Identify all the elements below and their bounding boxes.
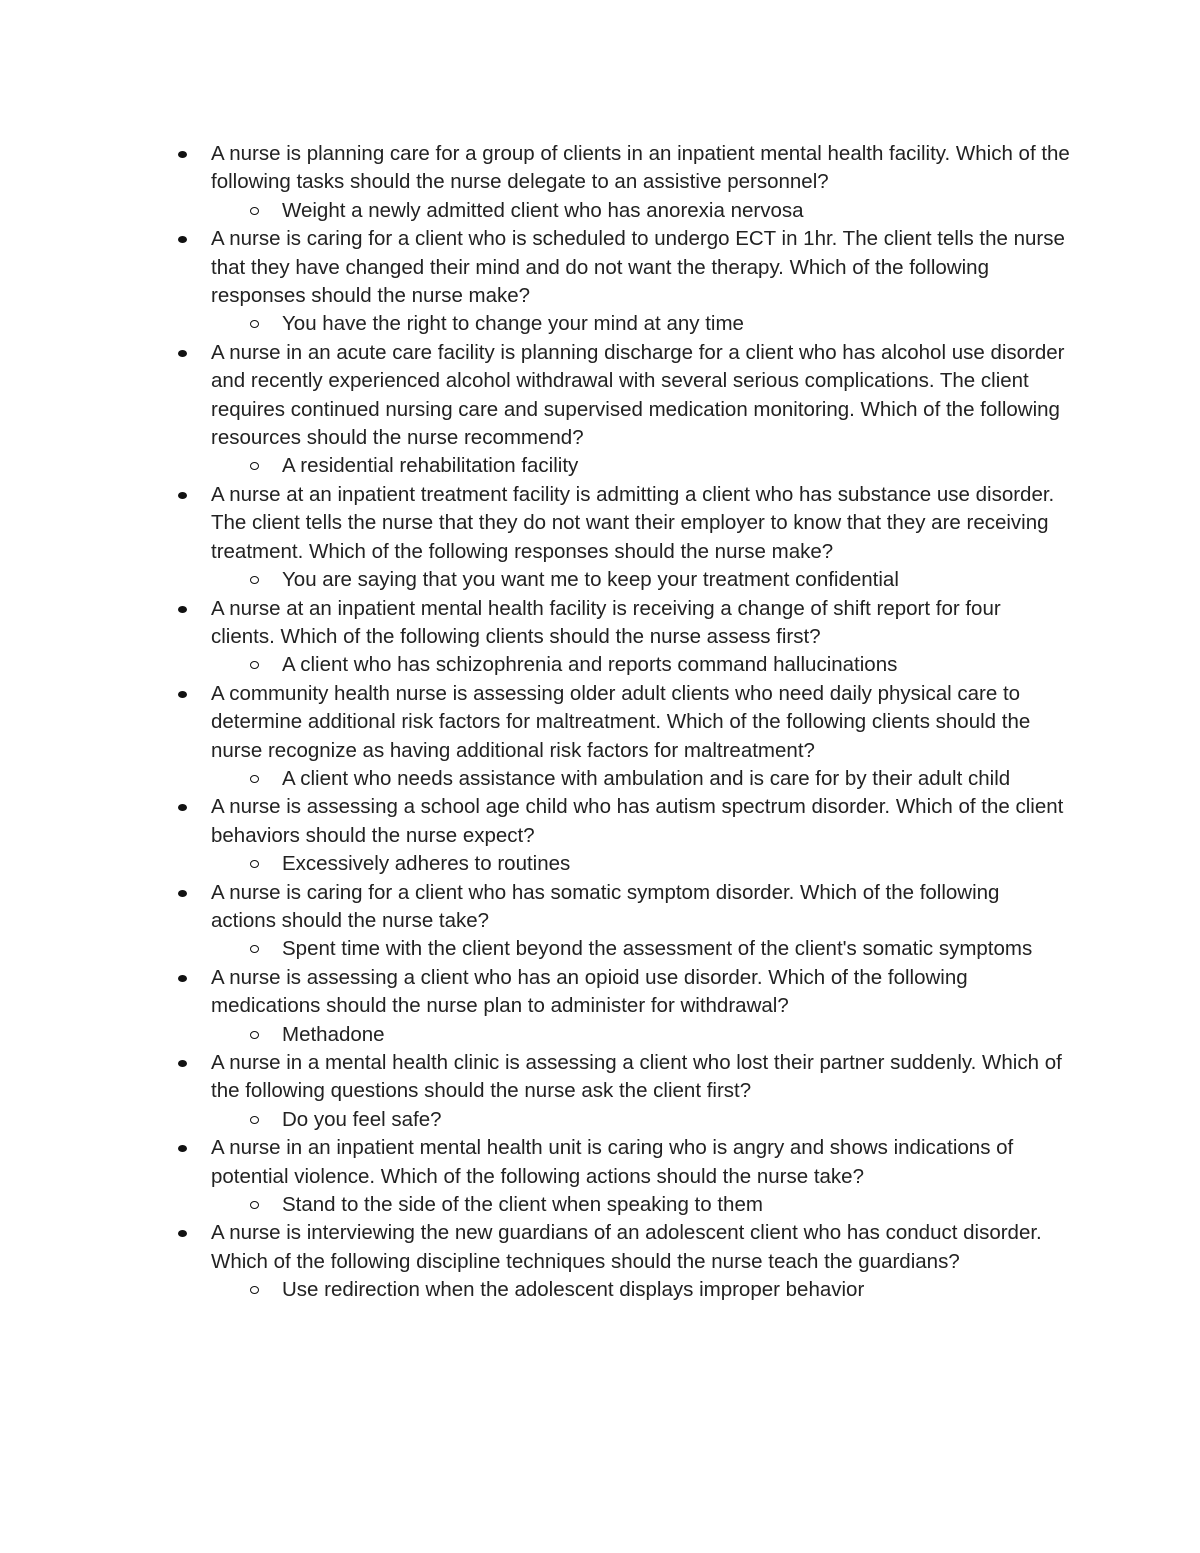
question-label: A nurse is assessing a school age child who has autism spectrum disorder. Which of the client behaviors should the nurse expect? [211, 795, 1064, 847]
answer-text [170, 935, 1070, 963]
answer-label: Weight a newly admitted client who has anorexia nervosa [282, 198, 804, 222]
answer-text [170, 850, 1070, 878]
answer-text [170, 1106, 1070, 1134]
answer-label: Do you feel safe? [282, 1107, 442, 1131]
question-text [170, 225, 1070, 310]
circle-bullet-icon [250, 462, 259, 470]
circle-bullet-icon [250, 576, 259, 584]
answer-text [170, 310, 1070, 338]
list-item [170, 481, 1070, 595]
question-text [170, 1134, 1070, 1191]
question-label: A nurse at an inpatient mental health facility is receiving a change of shift report for four clients. Which of the following clients should the nurse assess first? [211, 596, 1001, 648]
list-item [170, 339, 1070, 481]
answer-text [170, 765, 1070, 793]
disc-bullet-icon [178, 804, 187, 811]
disc-bullet-icon [178, 975, 187, 982]
answer-text [170, 197, 1070, 225]
circle-bullet-icon [250, 1031, 259, 1039]
list-item [170, 595, 1070, 680]
question-text [170, 339, 1070, 453]
list-item [170, 140, 1070, 225]
answer-text [170, 1191, 1070, 1219]
disc-bullet-icon [178, 1060, 187, 1067]
question-text [170, 964, 1070, 1021]
list-item [170, 879, 1070, 964]
circle-bullet-icon [250, 207, 259, 215]
question-text [170, 1049, 1070, 1106]
disc-bullet-icon [178, 236, 187, 243]
question-label: A nurse is assessing a client who has an opioid use disorder. Which of the following medications should the nurse plan to administer for withdrawal? [211, 965, 968, 1018]
disc-bullet-icon [178, 492, 187, 499]
question-text [170, 481, 1070, 566]
answer-label: You are saying that you want me to keep your treatment confidential [282, 568, 899, 592]
disc-bullet-icon [178, 1145, 187, 1152]
question-text [170, 140, 1070, 197]
list-item [170, 225, 1070, 339]
answer-label: Spent time with the client beyond the assessment of the client's somatic symptoms [282, 937, 1033, 961]
circle-bullet-icon [250, 1116, 259, 1124]
circle-bullet-icon [250, 945, 259, 953]
question-label: A nurse is planning care for a group of clients in an inpatient mental health facility. Which of the following tasks should the nurse delegate to an assistive personnel? [211, 142, 1070, 194]
question-text [170, 680, 1070, 765]
answer-text [170, 1021, 1070, 1049]
disc-bullet-icon [178, 691, 187, 698]
question-label: A nurse at an inpatient treatment facility is admitting a client who has substance use disorder. The client tells the nurse that they do not want their employer to know that they are receiving treatment. Which of the following responses should the nurse make? [211, 482, 1055, 563]
answer-label: You have the right to change your mind at any time [282, 312, 744, 336]
list-item [170, 1134, 1070, 1219]
question-text [170, 793, 1070, 850]
question-label: A nurse is interviewing the new guardians of an adolescent client who has conduct disorder. Which of the following discipline techniques should the nurse teach the guardians? [211, 1221, 1042, 1273]
list-item [170, 1049, 1070, 1134]
question-label: A nurse is caring for a client who is scheduled to undergo ECT in 1hr. The client tells the nurse that they have changed their mind and do not want the therapy. Which of the following responses should the nurse make? [211, 227, 1065, 308]
circle-bullet-icon [250, 1286, 259, 1294]
circle-bullet-icon [250, 775, 259, 783]
question-text [170, 595, 1070, 652]
list-item [170, 793, 1070, 878]
question-text [170, 879, 1070, 936]
document-content [170, 140, 1070, 1305]
question-label: A nurse in an acute care facility is planning discharge for a client who has alcohol use disorder and recently experienced alcohol withdrawal with several serious complications. The client requires continued nursing care and supervised medication monitoring. Which of the following resources should the nurse recommend? [211, 340, 1065, 450]
circle-bullet-icon [250, 661, 259, 669]
answer-label: A client who needs assistance with ambulation and is care for by their adult child [282, 766, 1011, 790]
answer-label: Use redirection when the adolescent displays improper behavior [282, 1278, 865, 1302]
list-item [170, 1219, 1070, 1304]
disc-bullet-icon [178, 1230, 187, 1237]
question-label: A nurse is caring for a client who has somatic symptom disorder. Which of the following actions should the nurse take? [211, 880, 1000, 932]
circle-bullet-icon [250, 1201, 259, 1209]
answer-label: Excessively adheres to routines [282, 852, 571, 876]
question-label: A nurse in an inpatient mental health unit is caring who is angry and shows indications of potential violence. Which of the following actions should the nurse take? [211, 1136, 1014, 1188]
question-list [170, 140, 1070, 1305]
disc-bullet-icon [178, 890, 187, 897]
disc-bullet-icon [178, 350, 187, 357]
question-text [170, 1219, 1070, 1276]
answer-label: A residential rehabilitation facility [282, 454, 579, 478]
answer-label: Stand to the side of the client when speaking to them [282, 1193, 763, 1217]
answer-label: A client who has schizophrenia and reports command hallucinations [282, 653, 898, 677]
answer-text [170, 651, 1070, 679]
answer-text [170, 452, 1070, 480]
circle-bullet-icon [250, 320, 259, 328]
answer-label: Methadone [282, 1022, 385, 1046]
disc-bullet-icon [178, 606, 187, 613]
question-label: A nurse in a mental health clinic is assessing a client who lost their partner suddenly. Which of the following questions should the nurse ask the client first? [211, 1051, 1062, 1103]
circle-bullet-icon [250, 860, 259, 868]
list-item [170, 964, 1070, 1049]
list-item [170, 680, 1070, 794]
disc-bullet-icon [178, 151, 187, 158]
answer-text [170, 1276, 1070, 1304]
answer-text [170, 566, 1070, 594]
question-label: A community health nurse is assessing older adult clients who need daily physical care to determine additional risk factors for maltreatment. Which of the following clients should the nurse recognize as having additional risk factors for maltreatment? [211, 681, 1031, 762]
